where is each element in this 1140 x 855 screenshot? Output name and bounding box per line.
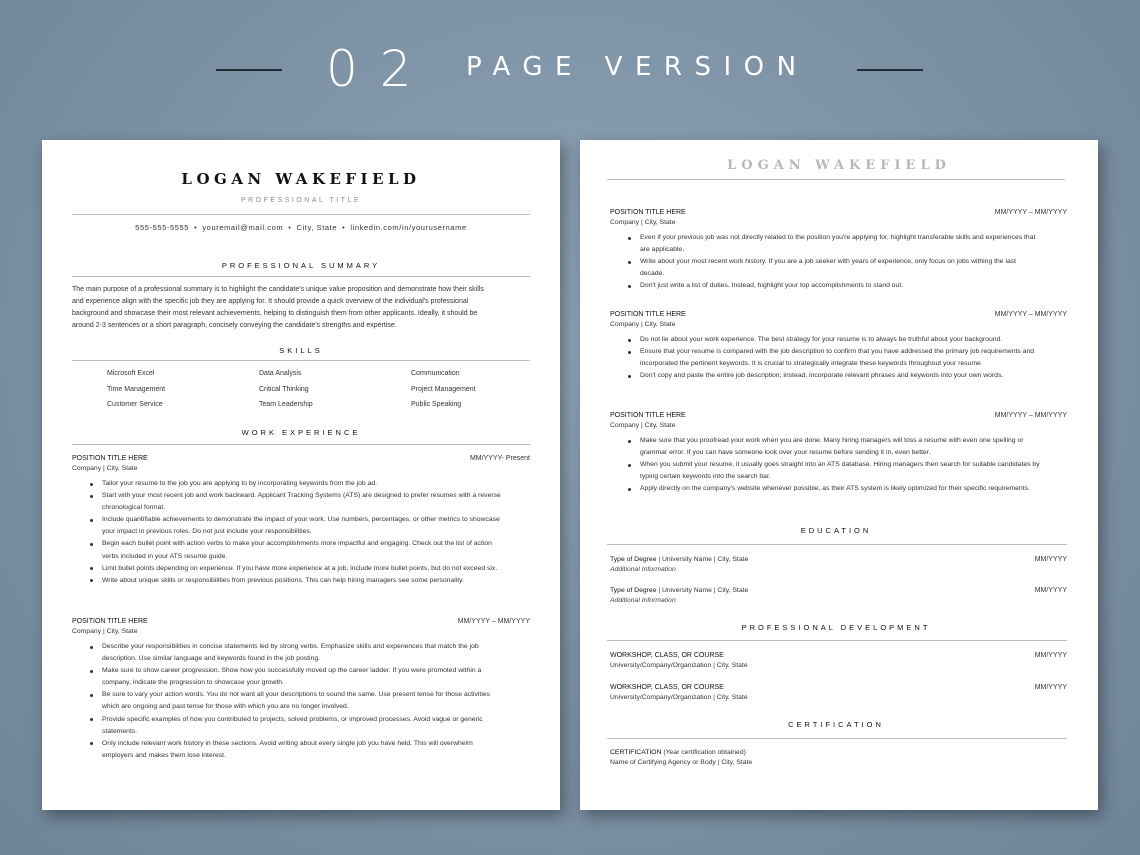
skills-column xyxy=(259,370,313,417)
job-bullet: Don't copy and paste the entire job description; instead, incorporate relevant phrases and keywords into your own words. xyxy=(610,370,1040,382)
job-date: MM/YYYY – MM/YYYY xyxy=(994,209,1067,216)
job-bullets xyxy=(610,232,1040,292)
development-heading: PROFESSIONAL DEVELOPMENT xyxy=(741,623,931,632)
job-company: Company | City, State xyxy=(610,219,676,226)
skills-grid xyxy=(107,370,507,420)
job-bullet: Begin each bullet point with action verbs to make your accomplishments more impactful and engaging. Check out the list of action verbs included in your ATS resume guide. xyxy=(72,538,502,562)
job-date: MM/YYYY- Present xyxy=(469,455,530,462)
contact-line: 555-555-5555 • youremail@mail.com • City, State • linkedin.com/in/yourusername xyxy=(135,223,467,232)
certification-heading: CERTIFICATION xyxy=(788,720,884,729)
skill-item: Data Analysis xyxy=(259,370,302,377)
job-bullet: Do not lie about your work experience. The best strategy for your resume is to always be truthful about your background. xyxy=(610,334,1040,346)
job-entry xyxy=(610,311,1067,382)
course-org: University/Company/Organization | City, State xyxy=(610,662,748,669)
job-title: POSITION TITLE HERE xyxy=(72,455,148,462)
job-bullet: Make sure that you proofread your work when you are done. Many hiring managers will toss a resume with even one spelling or grammar error. If you can have someone look over your resume before sending it in, even better. xyxy=(610,435,1040,459)
divider xyxy=(607,738,1067,739)
candidate-name: LOGAN WAKEFIELD xyxy=(181,170,421,188)
banner-rule-left xyxy=(216,69,282,71)
skill-item: Team Leadership xyxy=(259,401,313,408)
professional-title: PROFESSIONAL TITLE xyxy=(240,197,362,204)
skills-column xyxy=(411,370,476,417)
job-bullet: Apply directly on the company's website whenever possible, as their ATS system is likely optimized for their specific requirements. xyxy=(610,483,1040,495)
job-bullets xyxy=(610,334,1040,382)
divider xyxy=(72,276,530,277)
job-company: Company | City, State xyxy=(72,465,138,472)
summary-line: background and showcase their most relevant achievements, helping to distinguish them from other applicants. Ideally, it should be xyxy=(72,310,478,317)
banner-rule-right xyxy=(857,69,923,71)
resume-page-1 xyxy=(42,140,560,810)
contact-location: City, State xyxy=(296,223,338,232)
skill-item: Customer Service xyxy=(107,401,163,408)
job-bullet: Include quantifiable achievements to demonstrate the impact of your work. Use numbers, percentages, or other metrics to showcase your impact in previous roles. Do not just include your responsibilities. xyxy=(72,514,502,538)
job-company: Company | City, State xyxy=(610,321,676,328)
job-bullet: Tailor your resume to the job you are applying to by incorporating keywords from the job ad. xyxy=(72,478,502,490)
job-bullet: Provide specific examples of how you contributed to projects, solved problems, or improved processes. Avoid vague or generic statements. xyxy=(72,714,502,738)
certification-year: (Year certification obtained) xyxy=(661,749,746,756)
divider xyxy=(72,360,530,361)
education-entry xyxy=(610,587,1067,604)
job-bullet: Limit bullet points depending on experience. If you have more experience at a job, include more bullet points, but do not exceed six. xyxy=(72,563,502,575)
job-title: POSITION TITLE HERE xyxy=(610,412,686,419)
banner-number: 02 xyxy=(326,40,434,98)
degree-school: | University Name | City, State xyxy=(656,556,749,563)
job-company: Company | City, State xyxy=(610,422,676,429)
skills-column xyxy=(107,370,165,417)
job-bullet: Ensure that your resume is compared with the job description to confirm that you have addressed the primary job requirements and incorporated the pertinent keywords. It is crucial to strategically integrate these keywords throughout your resume. xyxy=(610,346,1040,370)
course-title: WORKSHOP, CLASS, OR COURSE xyxy=(610,684,724,691)
certification-entry xyxy=(610,749,1067,766)
contact-email: youremail@mail.com xyxy=(202,223,284,232)
skill-item: Microsoft Excel xyxy=(107,370,155,377)
development-entry xyxy=(610,684,1067,701)
course-title: WORKSHOP, CLASS, OR COURSE xyxy=(610,652,724,659)
job-bullet: Make sure to show career progression. Show how you successfully moved up the career ladder. If you were promoted within a company, indicate the progression to showcase your growth. xyxy=(72,665,502,689)
skills-heading: SKILLS xyxy=(279,346,323,355)
banner-label: PAGE VERSION xyxy=(466,52,809,82)
education-date: MM/YYYY xyxy=(1034,556,1067,563)
job-entry xyxy=(72,455,530,587)
divider xyxy=(72,444,530,445)
education-note: Additional Information xyxy=(610,566,676,573)
job-bullet: Even if your previous job was not directly related to the position you're applying for, highlight transferable skills and experiences that are applicable. xyxy=(610,232,1040,256)
education-entry xyxy=(610,556,1067,573)
job-bullets xyxy=(610,435,1040,495)
skill-item: Time Management xyxy=(107,385,166,393)
education-note: Additional Information xyxy=(610,597,676,604)
job-bullets xyxy=(72,641,502,762)
degree-type: Type of Degree xyxy=(610,587,657,594)
course-org: University/Company/Organization | City, State xyxy=(610,694,748,701)
job-company: Company | City, State xyxy=(72,628,138,635)
summary-line: The main purpose of a professional summary is to highlight the candidate's unique value proposition and demonstrate how their skills xyxy=(72,286,484,293)
candidate-name-header: LOGAN WAKEFIELD xyxy=(727,158,951,173)
job-date: MM/YYYY – MM/YYYY xyxy=(994,311,1067,318)
summary-line: and experience align with the specific job they are applying for. It should provide a quick overview of the individual's professional xyxy=(72,298,469,305)
job-bullet: Start with your most recent job and work backward. Applicant Tracking Systems (ATS) are designed to prefer resumes with a reverse chronological format. xyxy=(72,490,502,514)
summary-paragraph xyxy=(72,284,532,332)
job-date: MM/YYYY – MM/YYYY xyxy=(457,618,530,625)
skill-item: Public Speaking xyxy=(411,401,462,408)
job-bullet: When you submit your resume, it usually goes straight into an ATS database. Hiring managers then search for suitable candidates by typing certain keywords into the search bar. xyxy=(610,459,1040,483)
job-title: POSITION TITLE HERE xyxy=(72,618,148,625)
divider xyxy=(607,179,1065,180)
contact-phone: 555-555-5555 xyxy=(135,223,190,232)
skill-item: Communication xyxy=(411,370,460,377)
job-title: POSITION TITLE HERE xyxy=(610,311,686,318)
education-date: MM/YYYY xyxy=(1034,587,1067,594)
degree-school: | University Name | City, State xyxy=(656,587,749,594)
course-date: MM/YYYY xyxy=(1034,684,1067,691)
job-bullet: Don't just write a list of duties. Instead, highlight your top accomplishments to stand out. xyxy=(610,280,1040,292)
skill-item: Project Management xyxy=(411,385,476,393)
job-bullet: Write about your most recent work history. If you are a job seeker with years of experience, only focus on jobs withing the last decade. xyxy=(610,256,1040,280)
page-version-banner xyxy=(0,40,1140,100)
job-bullet: Describe your responsibilities in concise statements led by strong verbs. Emphasize skills and experiences that match the job description. Use similar language and keywords found in the job posting. xyxy=(72,641,502,665)
job-entry xyxy=(610,412,1067,495)
certification-title: CERTIFICATION xyxy=(610,749,662,756)
summary-line: around 2-3 sentences or a short paragraph, concisely conveying the candidate's strengths and expertise. xyxy=(72,322,397,329)
job-bullet: Write about unique skills or responsibilities from previous positions. This can help hiring managers see some personality. xyxy=(72,575,502,587)
divider xyxy=(607,640,1067,641)
divider xyxy=(72,214,530,215)
development-entry xyxy=(610,652,1067,669)
job-bullet: Be sure to vary your action words. You do not want all your descriptions to sound the same. Use present tense for those activities which are ongoing and past tense for those with which you are no longer involved. xyxy=(72,689,502,713)
job-bullets xyxy=(72,478,502,587)
skill-item: Critical Thinking xyxy=(259,385,309,393)
experience-heading: WORK EXPERIENCE xyxy=(241,428,361,437)
education-heading: EDUCATION xyxy=(800,526,872,535)
job-date: MM/YYYY – MM/YYYY xyxy=(994,412,1067,419)
resume-page-2 xyxy=(580,140,1098,810)
contact-linkedin: linkedin.com/in/yourusername xyxy=(350,223,467,232)
job-bullet: Only include relevant work history in these sections. Avoid writing about every single job you have held. This will overwhelm employers and makes them lose interest. xyxy=(72,738,502,762)
certification-agency: Name of Certifying Agency or Body | City, State xyxy=(610,759,753,766)
course-date: MM/YYYY xyxy=(1034,652,1067,659)
job-entry xyxy=(72,618,530,762)
job-entry xyxy=(610,209,1067,292)
summary-heading: PROFESSIONAL SUMMARY xyxy=(221,261,381,270)
divider xyxy=(607,544,1067,545)
degree-type: Type of Degree xyxy=(610,556,657,563)
job-title: POSITION TITLE HERE xyxy=(610,209,686,216)
